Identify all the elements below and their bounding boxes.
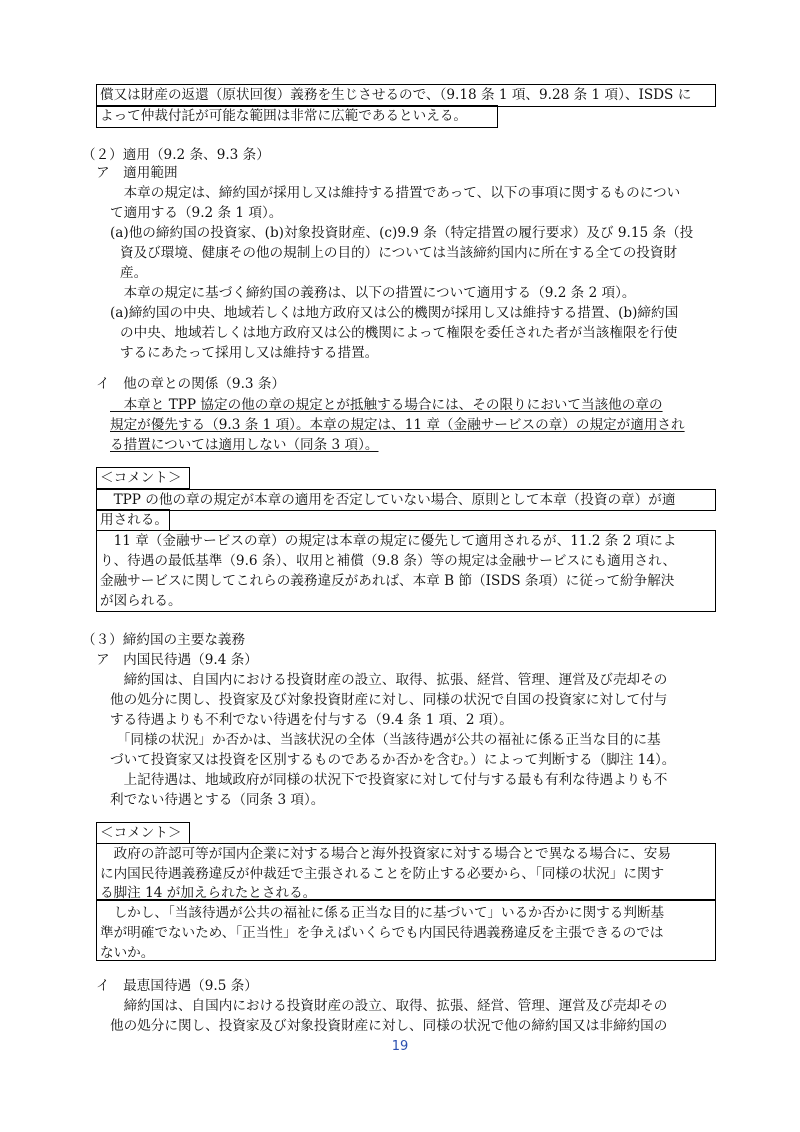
s4-line-1: 締約国は、自国内における投資財産の設立、取得、拡張、経営、管理、運営及び売却その [110, 998, 668, 1014]
s3-line-1: 締約国は、自国内における投資財産の設立、取得、拡張、経営、管理、運営及び売却その [110, 672, 668, 688]
section-3-heading: （３）締約国の主要な義務 [82, 632, 246, 648]
comment-label-1: ＜コメント＞ [100, 470, 182, 486]
comment-2-line-6: ないか。 [100, 945, 155, 961]
s3-line-6: 上記待遇は、地域政府が同様の状況下で投資家に対して付与する最も有利な待遇よりも不 [110, 772, 668, 788]
comment-2-line-3: る脚注 14 が加えられたとされる。 [100, 885, 317, 901]
s2-a-line-3: (a)他の締約国の投資家、(b)対象投資財産、(c)9.9 条（特定措置の履行要求）及び 9.15 条（投 [110, 225, 694, 241]
s2-a-line-2: て適用する（9.2 条 1 項）。 [110, 205, 283, 221]
comment-2-line-2: に内国民待遇義務違反が仲裁廷で主張されることを防止する必要から、「同様の状況」に関す [100, 866, 665, 882]
s2-a-line-9: するにあたって採用し又は維持する措置。 [120, 345, 379, 361]
s3-line-3: する待遇よりも不利でない待遇を付与する（9.4 条 1 項、2 項）。 [110, 712, 513, 728]
s3-line-7: 利でない待遇とする（同条 3 項）。 [110, 792, 325, 808]
top-line-2: よって仲裁付託が可能な範囲は非常に広範であるといえる。 [100, 108, 468, 124]
comment-1-line-4: り、待遇の最低基準（9.6 条）、収用と補償（9.8 条）等の規定は金融サービスにも適用され、 [100, 553, 677, 569]
top-line-1: 償又は財産の返還（原状回復）義務を生じさせるので、（9.18 条 1 項、9.28 条 1 項）、ISDS に [100, 87, 692, 103]
s3-line-5: づいて投資家又は投資を区別するものであるか否かを含む。）によって判断する（脚注 14）。 [110, 752, 676, 768]
s2-i-line-2: 規定が優先する（9.3 条 1 項）。本章の規定は、11 章（金融サービスの章）の規定が適用され [110, 417, 685, 433]
s2-a-line-4: 資及び環境、健康その他の規制上の目的）については当該締約国内に所在する全ての投資財 [120, 245, 678, 261]
s2-i-title: イ 他の章との関係（9.3 条） [96, 376, 286, 392]
s2-a-line-1: 本章の規定は、締約国が採用し又は維持する措置であって、以下の事項に関するものについ [110, 185, 681, 201]
section-2-heading: （２）適用（9.2 条、9.3 条） [82, 147, 270, 163]
s3-line-4: 「同様の状況」か否かは、当該状況の全体（当該待遇が公共の福祉に係る正当な目的に基 [110, 732, 661, 748]
page-number: 19 [391, 1039, 409, 1054]
s2-i-line-1: 本章と TPP 協定の他の章の規定とが抵触する場合には、その限りにおいて当該他の章の [110, 397, 663, 413]
s3-line-2: 他の処分に関し、投資家及び対象投資財産に対し、同様の状況で自国の投資家に対して付与 [110, 692, 668, 708]
comment-1-line-1: TPP の他の章の規定が本章の適用を否定していない場合、原則として本章（投資の章）が適 [100, 492, 676, 508]
comment-2-line-1: 政府の許認可等が国内企業に対する場合と海外投資家に対する場合とで異なる場合に、安易 [100, 846, 671, 862]
s3-a-title: ア 内国民待遇（9.4 条） [96, 652, 258, 668]
comment-2-line-5: 準が明確でないため、「正当性」を争えばいくらでも内国民待遇義務違反を主張できるのでは [100, 925, 664, 941]
s2-a-line-6: 本章の規定に基づく締約国の義務は、以下の措置について適用する（9.2 条 2 項）。 [110, 285, 636, 301]
s2-a-line-7: (a)締約国の中央、地域若しくは地方政府又は公的機関が採用し又は維持する措置、(b)締約国 [110, 305, 679, 321]
comment-1-line-3: 11 章（金融サービスの章）の規定は本章の規定に優先して適用されるが、11.2 条 2 項によ [100, 533, 677, 549]
s4-line-2: 他の処分に関し、投資家及び対象投資財産に対し、同様の状況で他の締約国又は非締約国の [110, 1018, 668, 1034]
s2-a-line-8: の中央、地域若しくは地方政府又は公的機関によって権限を委任された者が当該権限を行使 [120, 325, 678, 341]
s2-a-title: ア 適用範囲 [96, 165, 178, 181]
s2-a-line-5: 産。 [120, 265, 148, 281]
s2-i-line-3: る措置については適用しない（同条 3 項）。 [110, 437, 379, 453]
comment-1-line-5: 金融サービスに関してこれらの義務違反があれば、本章 B 節（ISDS 条項）に従って紛争解決 [100, 573, 675, 589]
s4-i-title: イ 最恵国待遇（9.5 条） [96, 978, 258, 994]
comment-label-2: ＜コメント＞ [100, 825, 182, 841]
comment-2-line-4: しかし、「当該待遇が公共の福祉に係る正当な目的に基づいて」いるか否かに関する判断基 [100, 905, 665, 921]
comment-1-line-6: が図られる。 [100, 593, 182, 609]
comment-1-line-2: 用される。 [100, 512, 168, 528]
